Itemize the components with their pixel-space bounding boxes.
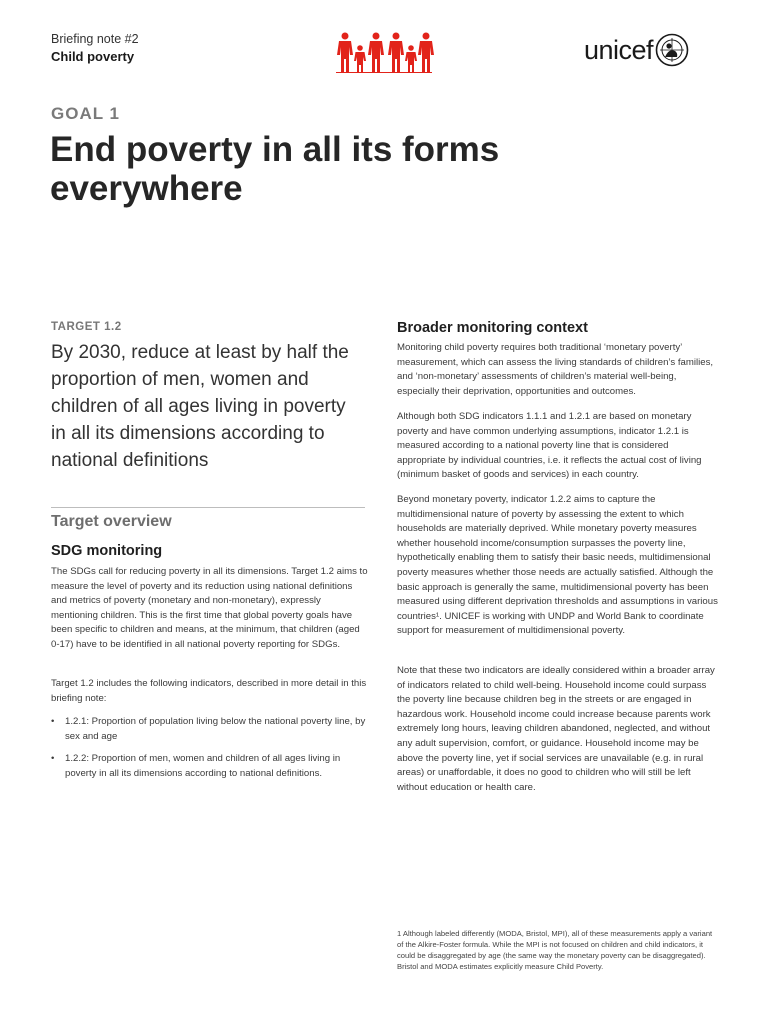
target-overview-heading: Target overview xyxy=(51,513,172,530)
list-item: • 1.2.1: Proportion of population living below the national poverty line, by sex and age xyxy=(51,715,369,744)
goal-label: GOAL 1 xyxy=(51,104,120,123)
divider xyxy=(51,507,365,508)
indicators-intro-paragraph: Target 1.2 includes the following indicators, described in more detail in this briefing note: xyxy=(51,678,367,704)
family-icon xyxy=(334,31,434,73)
list-item: • 1.2.2: Proportion of men, women and children of all ages living in poverty in all its dimensions according to national definitions. xyxy=(51,752,369,781)
broader-paragraph-1: Monitoring child poverty requires both traditional ‘monetary poverty’ measurement, which can assess the living standards of children’s families, and ‘non-monetary’ assessments of children’s material well-being, especially their deprivation, opportunities and outcomes. xyxy=(397,342,714,397)
sdg-monitoring-paragraph: The SDGs call for reducing poverty in all its dimensions. Target 1.2 aims to measure the level of poverty and its reduction using national definitions and metrics of poverty (monetary and non-monetary), expressly mentioning children. This is the first time that global poverty goals have been specific to children and means, at the minimum, that children (aged 0-17) have to be identified in all national poverty reporting for SDGs. xyxy=(51,566,368,650)
broader-paragraph-4: Note that these two indicators are ideally considered within a broader array of indicators related to child well-being. Household income could surpass the poverty line because children beg in the streets or are engaged in hazardous work. Household income could increase because parents work extremely long hours, leaving children abandoned, neglected, and without any adult supervision, comfort, or guidance. Household income may be above the poverty line, yet if social services are unavailable (e.g. in rural areas) or unaffordable, it does no good to children who will still be left without education or health care. xyxy=(397,665,715,793)
footnote: 1 Although labeled differently (MODA, Bristol, MPI), all of these measurements apply a variant of the Alkire-Foster formula. While the MPI is not focused on children and child indicators, it could be disaggregated by age (the same way the monetary poverty can be disaggregated). Bristol and MODA estimates explicitly measure Child Poverty. xyxy=(397,929,713,972)
logo-text: unicef xyxy=(584,34,654,65)
unicef-logo xyxy=(584,33,689,67)
briefing-topic: Child poverty xyxy=(51,49,135,64)
indicator-list xyxy=(51,715,369,789)
broader-paragraph-3: Beyond monetary poverty, indicator 1.2.2 aims to capture the multidimensional nature of poverty by assessing the extent to which households are materially deprived. While monetary poverty measures whether household income/consumption surpasses the poverty line, hypothetically enabling them to satisfy their basic needs, multidimensional poverty measures whether those needs are actually satisfied. Although the basic approach is generally the same, multidimensional poverty has been measured using different deprivation thresholds and assumptions in various countries¹. UNICEF is working with UNDP and World Bank to coordinate support for measurement of multidimensional poverty. xyxy=(397,494,718,637)
unicef-emblem-icon xyxy=(655,33,689,67)
target-label: TARGET 1.2 xyxy=(51,321,122,333)
target-statement: By 2030, reduce at least by half the proportion of men, women and children of all ages living in poverty in all its dimensions according to national definitions xyxy=(51,342,349,471)
briefing-note-label: Briefing note #2 xyxy=(51,32,139,46)
broader-paragraph-2: Although both SDG indicators 1.1.1 and 1.2.1 are based on monetary poverty and have common underlying assumptions, indicator 1.2.1 is measured according to a national poverty line that is considered appropriate by individual countries, i.e. it reflects the actual cost of living (minimum basket of goods and services) in each country. xyxy=(397,411,702,481)
sdg-monitoring-heading: SDG monitoring xyxy=(51,543,163,559)
broader-context-heading: Broader monitoring context xyxy=(397,320,588,336)
goal-title: End poverty in all its forms everywhere xyxy=(50,130,500,208)
